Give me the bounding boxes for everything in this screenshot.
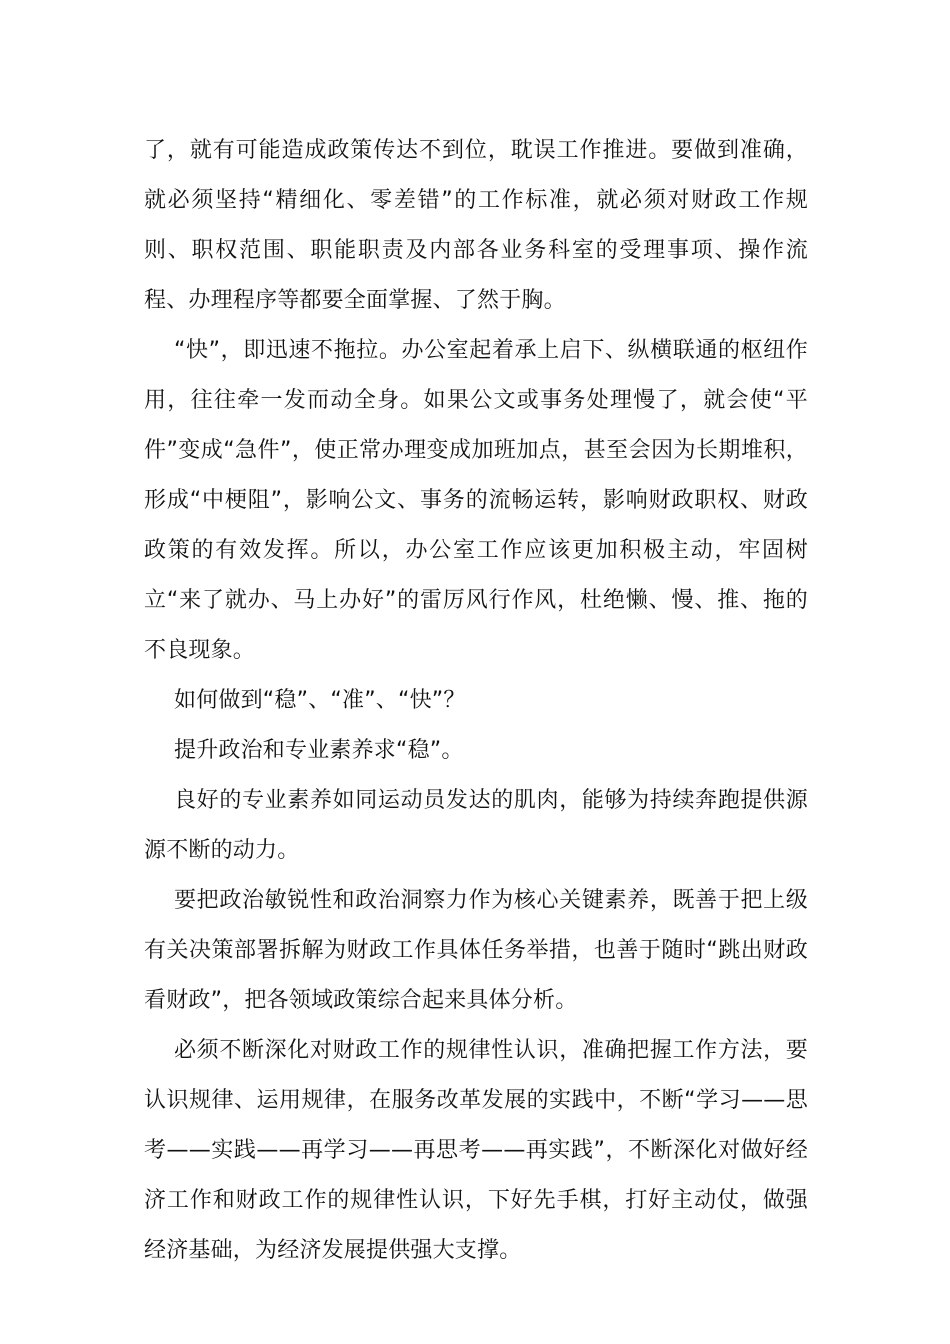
paragraph-kuai: “快”，即迅速不拖拉。办公室起着承上启下、纵横联通的枢纽作用，往往牵一发而动全身。如果公文或事务处理慢了，就会使“平件”变成“急件”，使正常办理变成加班加点，甚至会因为长期堆积，形成“中梗阻”，影响公文、事务的流畅运转，影响财政职权、财政政策的有效发挥。所以，办公室工作应该更加积极主动，牢固树立“来了就办、马上办好”的雷厉风行作风，杜绝懒、慢、推、拖的不良现象。 [144,338,808,663]
paragraph-continued: 了，就有可能造成政策传达不到位，耽误工作推进。要做到准确，就必须坚持“精细化、零差错”的工作标准，就必须对财政工作规则、职权范围、职能职责及内部各业务科室的受理事项、操作流程、办理程序等都要全面掌握、了然于胸。 [144,138,808,313]
paragraph-professional-quality: 良好的专业素养如同运动员发达的肌肉，能够为持续奔跑提供源源不断的动力。 [144,788,808,863]
paragraph-deepen-understanding: 必须不断深化对财政工作的规律性认识，准确把握工作方法，要认识规律、运用规律，在服务改革发展的实践中，不断“学习——思考——实践——再学习——再思考——再实践”，不断深化对做好经济工作和财政工作的规律性认识，下好先手棋，打好主动仗，做强经济基础，为经济发展提供强大支撑。 [144,1038,808,1263]
document-body [144,126,808,1276]
paragraph-question: 如何做到“稳”、“准”、“快”？ [174,688,466,713]
paragraph-political-sensitivity: 要把政治敏锐性和政治洞察力作为核心关键素养，既善于把上级有关决策部署拆解为财政工作具体任务举措，也善于随时“跳出财政看财政”，把各领域政策综合起来具体分析。 [144,888,808,1013]
paragraph-heading-wen: 提升政治和专业素养求“稳”。 [174,738,464,763]
